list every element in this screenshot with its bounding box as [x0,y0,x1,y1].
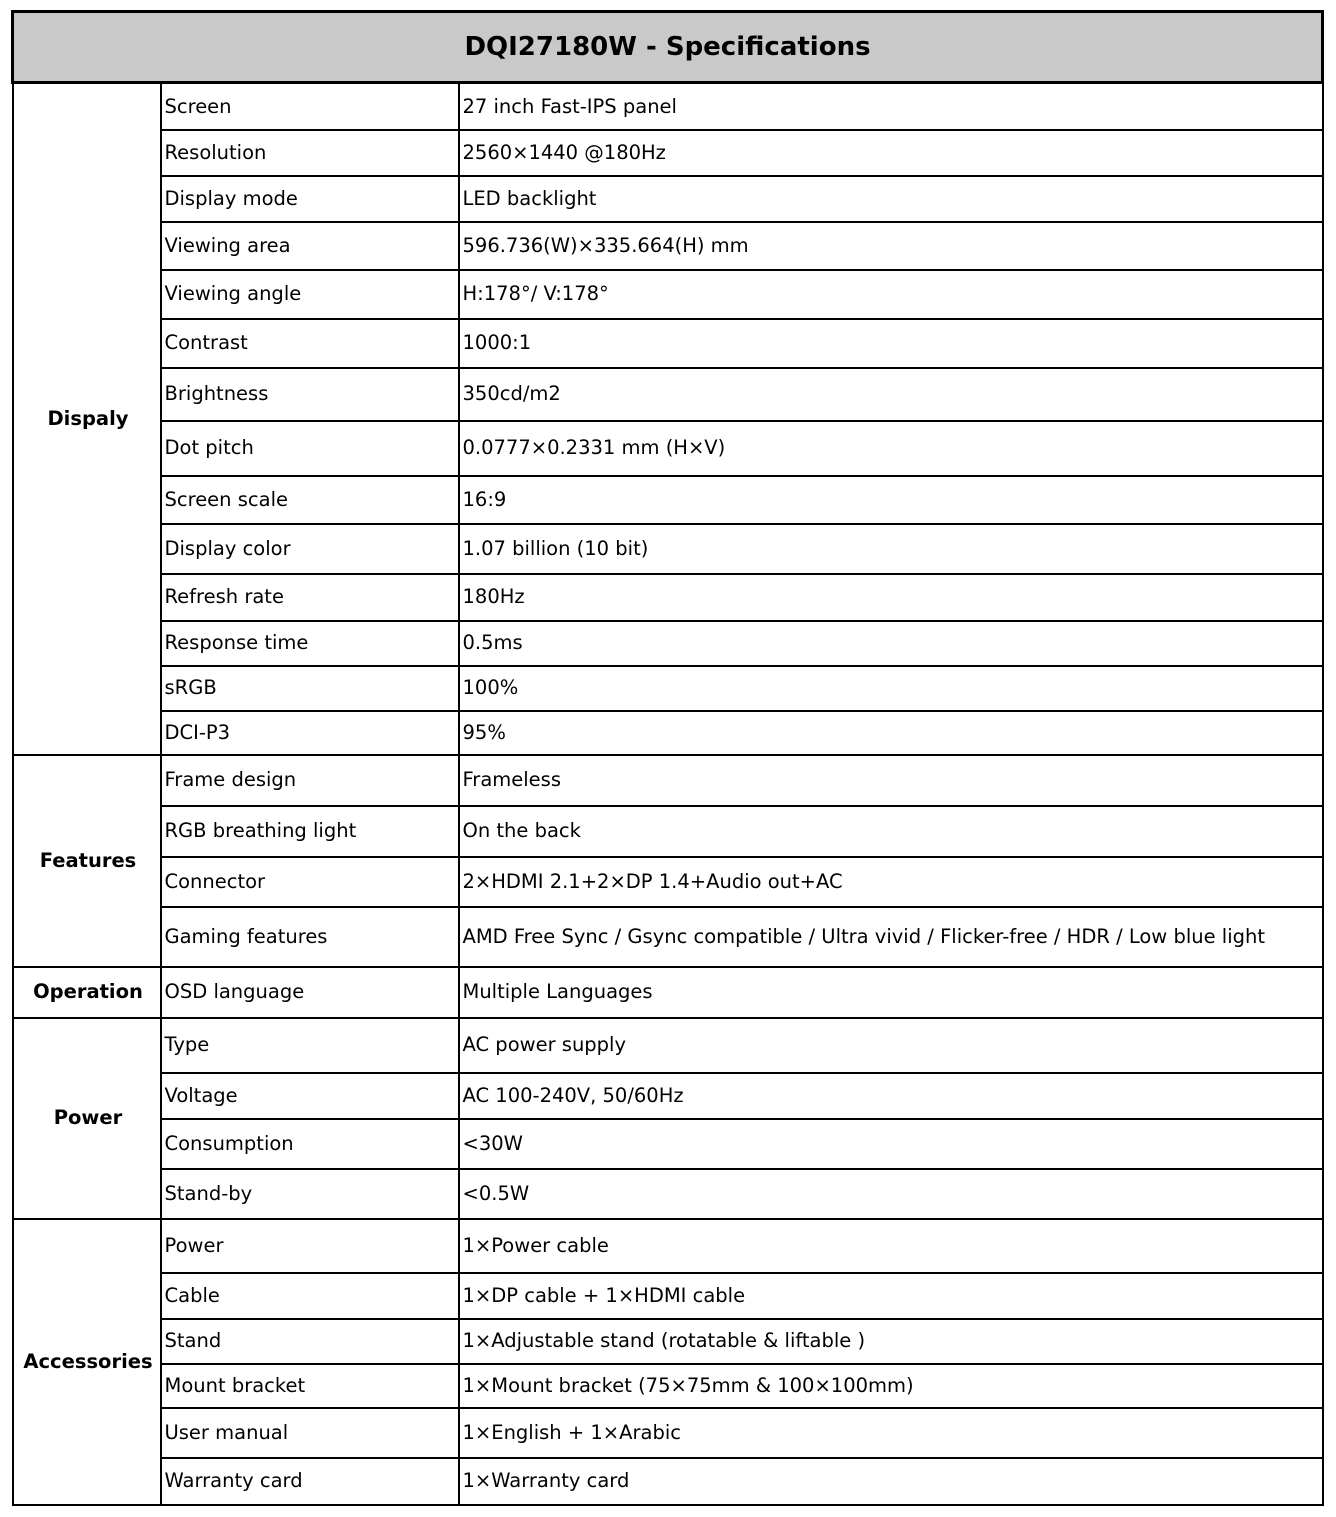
spec-value: 1×Warranty card [459,1458,1323,1505]
spec-label: Resolution [161,130,459,176]
table-row [13,574,1323,621]
spec-value: <30W [459,1119,1323,1169]
table-row [13,368,1323,421]
table-row [13,1119,1323,1169]
spec-value: 0.0777×0.2331 mm (H×V) [459,421,1323,476]
spec-label: Viewing area [161,222,459,270]
table-row [13,222,1323,270]
table-row [13,621,1323,666]
spec-value: 0.5ms [459,621,1323,666]
group-label: Dispaly [13,83,161,755]
spec-label: Mount bracket [161,1364,459,1408]
table-row [13,270,1323,319]
spec-value: AC 100-240V, 50/60Hz [459,1073,1323,1119]
table-row [13,907,1323,967]
spec-label: Viewing angle [161,270,459,319]
spec-label: Response time [161,621,459,666]
spec-value: AMD Free Sync / Gsync compatible / Ultra vivid / Flicker-free / HDR / Low blue light [459,907,1323,967]
group-label: Operation [13,967,161,1018]
spec-label: Connector [161,857,459,907]
spec-value: 27 inch Fast-IPS panel [459,83,1323,130]
spec-label: Consumption [161,1119,459,1169]
spec-value: 350cd/m2 [459,368,1323,421]
spec-label: Screen scale [161,476,459,524]
spec-value: 1×DP cable + 1×HDMI cable [459,1273,1323,1319]
table-row [13,130,1323,176]
spec-label: Power [161,1219,459,1273]
spec-value: H:178°/ V:178° [459,270,1323,319]
table-row [13,421,1323,476]
table-row [13,1018,1323,1073]
spec-value: 1.07 billion (10 bit) [459,524,1323,574]
spec-label: User manual [161,1408,459,1458]
spec-value: 16:9 [459,476,1323,524]
table-row [13,319,1323,368]
spec-label: Warranty card [161,1458,459,1505]
spec-value: Frameless [459,755,1323,806]
spec-value: 596.736(W)×335.664(H) mm [459,222,1323,270]
spec-table [11,10,1324,1506]
spec-label: Type [161,1018,459,1073]
table-row [13,1458,1323,1505]
table-row [13,476,1323,524]
title-row [13,12,1323,83]
spec-value: 2×HDMI 2.1+2×DP 1.4+Audio out+AC [459,857,1323,907]
spec-value: On the back [459,806,1323,857]
spec-label: Display mode [161,176,459,222]
spec-label: OSD language [161,967,459,1018]
spec-value: 95% [459,711,1323,755]
spec-label: sRGB [161,666,459,711]
spec-label: Dot pitch [161,421,459,476]
spec-value: 2560×1440 @180Hz [459,130,1323,176]
spec-label: RGB breathing light [161,806,459,857]
table-row [13,1073,1323,1119]
spec-label: Contrast [161,319,459,368]
spec-value: 1×Mount bracket (75×75mm & 100×100mm) [459,1364,1323,1408]
table-row [13,1319,1323,1364]
spec-value: LED backlight [459,176,1323,222]
spec-title: DQI27180W - Specifications [13,12,1323,83]
table-row [13,755,1323,806]
table-row [13,83,1323,130]
group-label: Features [13,755,161,967]
spec-value: 100% [459,666,1323,711]
spec-value: Multiple Languages [459,967,1323,1018]
group-label: Power [13,1018,161,1219]
spec-value: AC power supply [459,1018,1323,1073]
spec-label: Cable [161,1273,459,1319]
spec-label: Gaming features [161,907,459,967]
table-row [13,1364,1323,1408]
table-row [13,1219,1323,1273]
spec-label: Stand [161,1319,459,1364]
spec-label: Screen [161,83,459,130]
spec-value: 180Hz [459,574,1323,621]
table-row [13,524,1323,574]
spec-value: <0.5W [459,1169,1323,1219]
spec-label: Refresh rate [161,574,459,621]
table-row [13,967,1323,1018]
group-label: Accessories [13,1219,161,1505]
spec-body [13,83,1323,1505]
table-row [13,857,1323,907]
table-row [13,711,1323,755]
spec-value: 1×English + 1×Arabic [459,1408,1323,1458]
spec-label: Frame design [161,755,459,806]
spec-label: Voltage [161,1073,459,1119]
table-row [13,176,1323,222]
spec-value: 1×Adjustable stand (rotatable & liftable ) [459,1319,1323,1364]
table-row [13,806,1323,857]
spec-label: DCI-P3 [161,711,459,755]
table-row [13,1169,1323,1219]
table-row [13,1273,1323,1319]
spec-value: 1×Power cable [459,1219,1323,1273]
spec-label: Stand-by [161,1169,459,1219]
table-row [13,1408,1323,1458]
table-row [13,666,1323,711]
spec-label: Display color [161,524,459,574]
spec-label: Brightness [161,368,459,421]
spec-value: 1000:1 [459,319,1323,368]
